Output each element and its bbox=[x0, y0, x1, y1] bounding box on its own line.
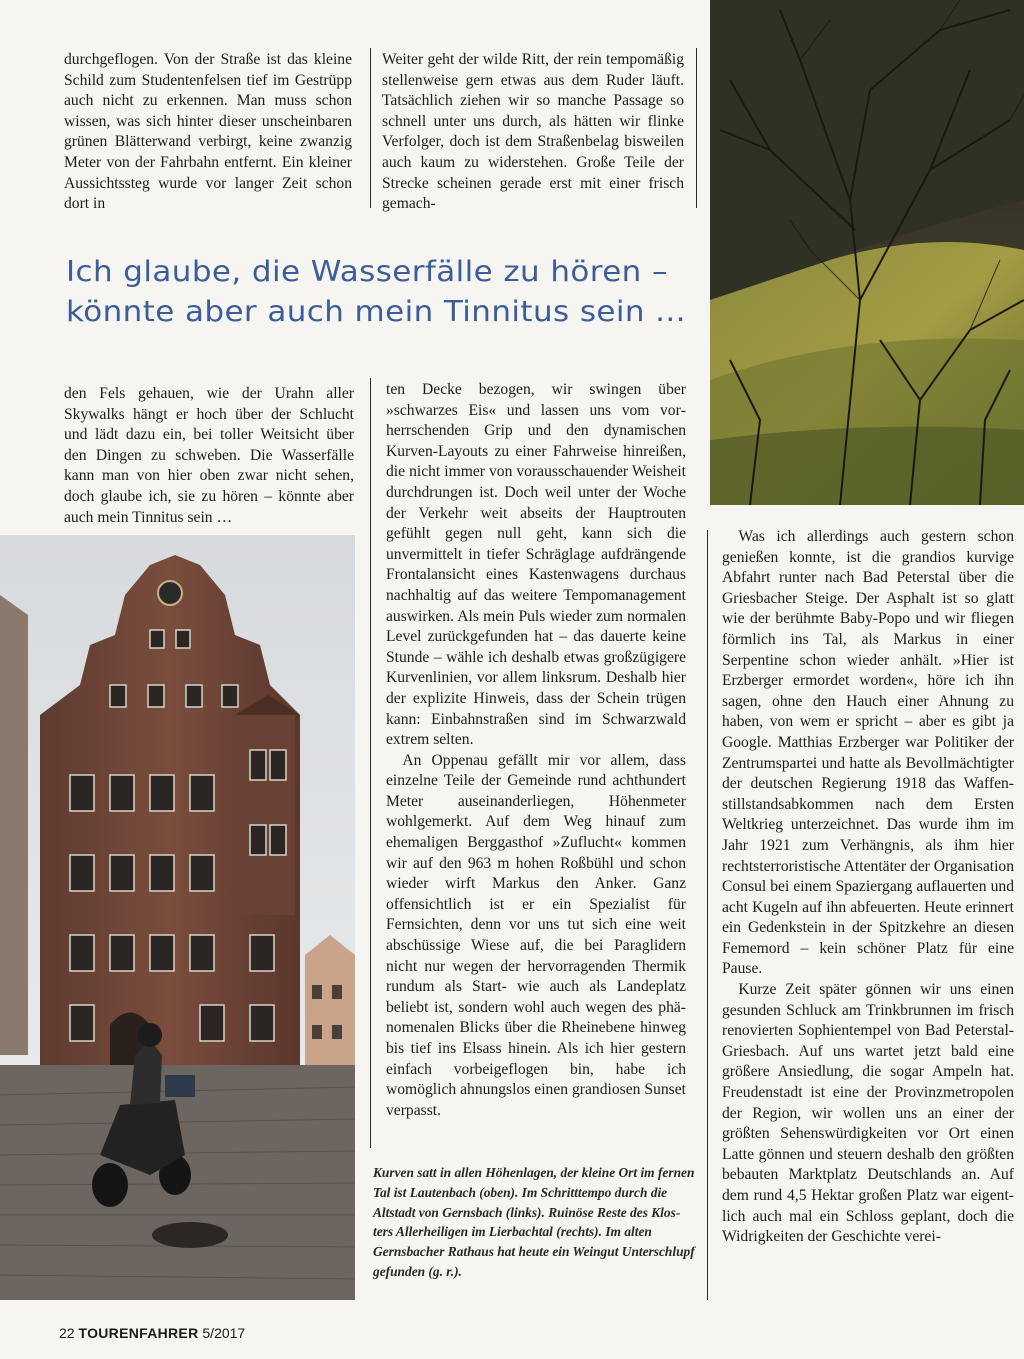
paragraph: Was ich allerdings auch gestern schon genießen konnte, ist die grandios kurvige Abfahrt runter nach Bad Peterstal über die Griesbacher Steige. Der Asphalt ist so glatt wie der berühmte Baby-Popo und wir fliegen förmlich ins Tal, als Markus in einer Serpentine schon wieder anhält. »Hier ist Erzberger ermordet worden«, höre ich ihn sagen, ohne den Hauch einer Ahnung zu haben, von wem er spricht – aber es gibt ja Google. Matthias Erzberger war Politiker der Zentrumspartei und hatte als Bevollmächtigter der deutschen Regierung 1918 das Waffenstillstandsabkommen nach dem Ersten Weltkrieg unterzeichnet. Das wurde ihm im Jahr 1921 zum Verhängnis, als ihm hier rechtsterroristische Attentäter der Organisation Consul bei einem Spaziergang auflauerten und acht Kugeln auf ihn abfeuerten. Heute erinnert ein Gedenkstein in der Spitzkehre an diesen Fememord – kein schöner Platz für eine Pause. bbox=[722, 528, 1014, 978]
column-3 bbox=[722, 527, 1014, 1248]
caption-text: Kurven satt in allen Höhenlagen, der kleine Ort im fernen Tal ist Lautenbach (oben). Im Schritttempo durch die Altstadt von Gernsbach (links). Ruinöse Reste des Klosters Allerheiligen im Lierbachtal (rechts). Im alten Gernsbacher Rathaus hat heute ein Weingut Unterschlupf gefunden (g. r.). bbox=[373, 1165, 695, 1279]
column-2-top bbox=[382, 50, 684, 215]
column-divider-top-right bbox=[696, 48, 697, 208]
column-2-main bbox=[386, 380, 686, 1121]
paragraph: durchgeflogen. Von der Straße ist das kleine Schild zum Studentenfelsen tief im Gestrüpp auch nicht zu erkennen. Man muss schon wissen, was sich hinter dieser unscheinbaren grünen Blätterwand verbirgt, keine zwanzig Meter von der Fahrbahn entfernt. Ein kleiner Aussichtssteg wurde vor langer Zeit schon dort in bbox=[64, 51, 352, 213]
column-divider-main bbox=[370, 378, 371, 1148]
column-divider-right bbox=[707, 530, 708, 1300]
rathaus-photo-graphic bbox=[0, 535, 355, 1300]
photo-caption bbox=[373, 1163, 695, 1282]
pull-quote bbox=[66, 252, 706, 332]
pull-quote-line-1: Ich glaube, die Wasserfälle zu hören – bbox=[66, 254, 668, 289]
paragraph: ten Decke bezogen, wir swingen über »schwarzes Eis« und lassen uns vom vorherrschenden Grip und den dynamischen Kurven-Layouts zu einer Fahrweise hinreißen, die nicht immer von vorausschauender Weisheit durchdrungen ist. Doch weil unter der Woche der Verkehr weit abseits der Hauptrouten gefühlt gegen null geht, kann sich die unvermittelt in tiefer Schräglage aufdrängende Frontalansicht eines Kastenwagens durchaus nachhaltig auf das weitere Tempomanagement auswirken. Als mein Puls wieder zum normalen Level zurückgefunden hat – das dauerte keine Stunde – wähle ich deshalb etwas großzügigere Kurvenlinien, vor allem linksrum. Deshalb hier der explizite Hinweis, dass der Schein trügen kann: Einbahnstraßen sind im Schwarzwald extrem selten. bbox=[386, 381, 686, 749]
paragraph: An Oppenau gefällt mir vor allem, dass einzelne Teile der Gemeinde rund achthundert Meter auseinanderliegen, Höhenmeter wohlgemerkt. Auf dem Weg hinauf zum ehemaligen Berggasthof »Zuflucht« kommen wir auf den 963 m hohen Roßbühl und schon wieder wirft Markus den Anker. Ganz offensichtlich ist er ein Spezialist für Fernsichten, denn vor uns tut sich eine weit abschüssige Wiese auf, die bei Paraglidern nicht nur wegen der hervorragenden Thermik rundum als Start- wie auch als Landeplatz beliebt ist, sondern wohl auch wegen des phänomenalen Blicks über die Rheinebene hinweg bis tief ins Elsass hinein. Als ich hier gestern einfach vorbeigeflogen bin, habe ich womöglich ahnungslos einen grandiosen Sunset verpasst. bbox=[386, 751, 686, 1119]
issue-number: 5/2017 bbox=[202, 1325, 246, 1341]
column-divider-top bbox=[370, 48, 371, 208]
column-1-top bbox=[64, 50, 352, 215]
forest-photo-graphic bbox=[710, 0, 1024, 505]
paragraph: Weiter geht der wilde Ritt, der rein tempomäßig stellenweise gern etwas aus dem Ruder läuft. Tatsächlich ziehen wir so manche Passage so schnell unter uns durch, als hätten wir flinke Verfolger, doch ist dem Straßenbelag bisweilen auch kaum zu widerstehen. Große Teile der Strecke scheinen gerade erst mit einer frisch gemach- bbox=[382, 51, 684, 213]
paragraph: den Fels gehauen, wie der Urahn aller Skywalks hängt er hoch über der Schlucht und lädt dazu ein, bei toller Weitsicht über den Dingen zu schweben. Die Wasserfälle kann man von hier oben zwar nicht sehen, doch glaube ich, sie zu hören – könnte aber auch mein Tinnitus sein … bbox=[64, 385, 354, 526]
page-footer bbox=[59, 1325, 245, 1341]
column-1-mid bbox=[64, 384, 354, 528]
page-number: 22 bbox=[59, 1325, 75, 1341]
pull-quote-line-2: könnte aber auch mein Tinnitus sein ... bbox=[66, 294, 686, 329]
forest-hillside-photo bbox=[710, 0, 1024, 505]
paragraph: Kurze Zeit später gönnen wir uns einen gesunden Schluck am Trinkbrunnen im frisch renovierten Sophientempel von Bad Peterstal-Griesbach. Auf uns wartet jetzt bald eine größere Ansiedlung, die sogar Ampeln hat. Freudenstadt ist eine der Provinzmetropolen der Region, wir wollen uns an einer der größten Sehenswürdigkeiten vor Ort einen Latte gönnen und steuern deshalb den größten bebauten Marktplatz Deutschlands an. Auf dem rund 4,5 Hektar großen Platz war eigentlich auch mal ein Schloss geplant, doch die Widrigkeiten der Geschichte verei- bbox=[722, 981, 1014, 1246]
gernsbach-rathaus-photo bbox=[0, 535, 355, 1300]
magazine-name: TOURENFAHRER bbox=[78, 1325, 199, 1341]
